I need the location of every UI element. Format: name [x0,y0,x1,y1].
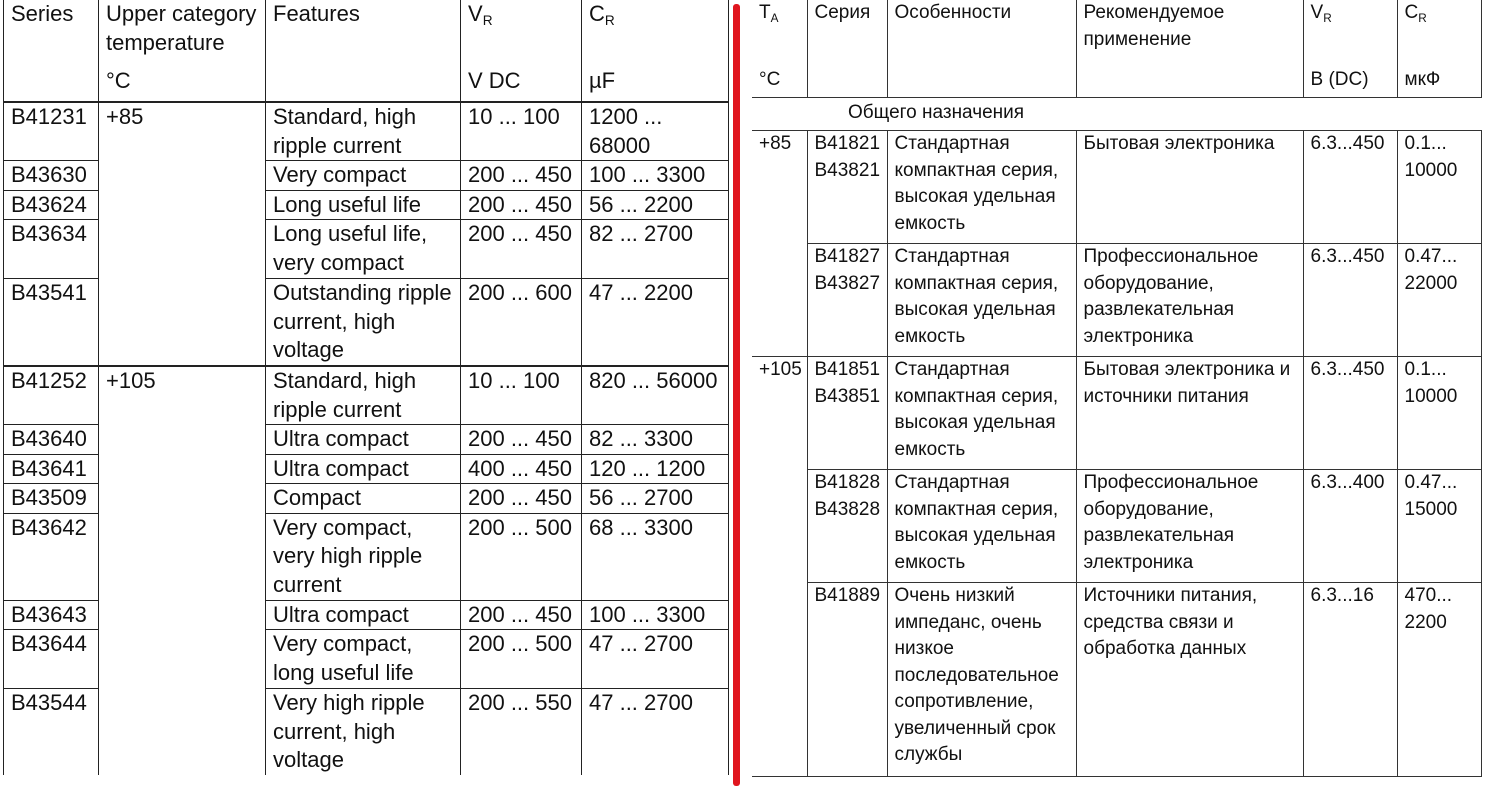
cell-cr: 56 ... 2700 [582,484,729,514]
cell-cr: 0.47... 22000 [1397,244,1481,357]
cell-series: B43642 [4,513,99,600]
cell-features: Стандартная компактная серия, высокая удельная емкость [887,131,1076,244]
cell-series: B43644 [4,630,99,689]
header-temperature-unit: °C [106,67,131,93]
header-ta-unit: °C [759,68,781,90]
table-header-row [4,0,729,102]
cell-features: Очень низкий импеданс, очень низкое последовательное сопротивление, увеличенный срок службы [887,583,1076,777]
cell-features: Стандартная компактная серия, высокая удельная емкость [887,244,1076,357]
header-cr: $C_R$ µF [582,0,729,102]
cell-series: B43643 [4,600,99,630]
cell-cr: 82 ... 3300 [582,425,729,455]
cell-vr: 200 ... 450 [461,161,582,191]
cell-vr: 200 ... 450 [461,425,582,455]
cell-cr: 82 ... 2700 [582,220,729,279]
cell-vr: 200 ... 500 [461,513,582,600]
cell-features: Very compact, very high ripple current [266,513,461,600]
cell-series: B41827 B43827 [807,244,887,357]
cell-temperature: +85 [99,102,266,366]
table-row [752,470,1481,583]
cell-series: B41889 [807,583,887,777]
cell-vr: 10 ... 100 [461,366,582,425]
cell-cr: 820 ... 56000 [582,366,729,425]
header-vr: $V_R$ V DC [461,0,582,102]
cell-features: Стандартная компактная серия, высокая удельная емкость [887,470,1076,583]
cell-cr: 0.1... 10000 [1397,357,1481,470]
section-row [752,98,1481,131]
cell-features: Ultra compact [266,425,461,455]
cell-series: B41252 [4,366,99,425]
table-row [752,583,1481,777]
cell-vr: 200 ... 450 [461,484,582,514]
header-cr-unit: µF [589,67,616,93]
table-row [752,357,1481,470]
cell-application: Бытовая электроника и источники питания [1076,357,1303,470]
cell-series: B41231 [4,102,99,161]
cell-cr: 47 ... 2200 [582,279,729,367]
cell-temperature: +85 [752,131,807,357]
cell-features: Standard, high ripple current [266,102,461,161]
cell-features: Very high ripple current, high voltage [266,689,461,776]
cell-series: B41828 B43828 [807,470,887,583]
header-vr-unit: V DC [468,67,521,93]
cell-series: B43640 [4,425,99,455]
cell-application: Профессиональное оборудование, развлекательная электроника [1076,470,1303,583]
cell-vr: 200 ... 500 [461,630,582,689]
cell-cr: 100 ... 3300 [582,600,729,630]
cell-vr: 200 ... 450 [461,190,582,220]
header-cr: $C_R$ мкФ [1397,0,1481,98]
header-features: Features [266,0,461,102]
cell-cr: 100 ... 3300 [582,161,729,191]
cell-features: Very compact, long useful life [266,630,461,689]
cell-series: B43509 [4,484,99,514]
cell-application: Профессиональное оборудование, развлекательная электроника [1076,244,1303,357]
header-vr: $V_R$ В (DC) [1303,0,1397,98]
cell-cr: 1200 ... 68000 [582,102,729,161]
cell-features: Стандартная компактная серия, высокая удельная емкость [887,357,1076,470]
header-application: Рекомендуемое применение [1076,0,1303,98]
cell-vr: 6.3...450 [1303,244,1397,357]
cell-cr: 0.47... 15000 [1397,470,1481,583]
cell-vr: 10 ... 100 [461,102,582,161]
cell-vr: 6.3...450 [1303,131,1397,244]
cell-application: Источники питания, средства связи и обработка данных [1076,583,1303,777]
cell-series: B41851 B43851 [807,357,887,470]
cell-features: Standard, high ripple current [266,366,461,425]
header-ta: $T_A$ °C [752,0,807,98]
cell-cr: 47 ... 2700 [582,630,729,689]
header-features: Особенности [887,0,1076,98]
cell-vr: 200 ... 600 [461,279,582,367]
cell-cr: 0.1... 10000 [1397,131,1481,244]
series-table-russian [752,0,1482,777]
cell-series: B43641 [4,454,99,484]
cell-series: B43541 [4,279,99,367]
table-header-row [752,0,1481,98]
cell-cr: 47 ... 2700 [582,689,729,776]
cell-temperature: +105 [99,366,266,775]
cell-application: Бытовая электроника [1076,131,1303,244]
cell-features: Compact [266,484,461,514]
header-series: Серия [807,0,887,98]
cell-cr: 470... 2200 [1397,583,1481,777]
cell-features: Ultra compact [266,454,461,484]
cell-vr: 400 ... 450 [461,454,582,484]
cell-features: Very compact [266,161,461,191]
table-row [752,131,1481,244]
cell-vr: 200 ... 550 [461,689,582,776]
header-cr-unit: мкФ [1404,68,1441,90]
cell-series: B43544 [4,689,99,776]
cell-features: Long useful life [266,190,461,220]
cell-series: B41821 B43821 [807,131,887,244]
header-temperature: Upper category temperature °C [99,0,266,102]
cell-series: B43630 [4,161,99,191]
cell-vr: 200 ... 450 [461,220,582,279]
cell-cr: 68 ... 3300 [582,513,729,600]
table-row [4,102,729,161]
header-vr-unit: В (DC) [1310,68,1369,90]
cell-series: B43624 [4,190,99,220]
cell-vr: 6.3...16 [1303,583,1397,777]
cell-temperature: +105 [752,357,807,777]
red-divider-line [733,4,740,786]
header-series: Series [4,0,99,102]
cell-vr: 6.3...400 [1303,470,1397,583]
cell-features: Outstanding ripple current, high voltage [266,279,461,367]
cell-series: B43634 [4,220,99,279]
series-table-english [3,0,729,775]
table-row [4,366,729,425]
cell-features: Long useful life, very compact [266,220,461,279]
cell-vr: 200 ... 450 [461,600,582,630]
cell-cr: 56 ... 2200 [582,190,729,220]
cell-cr: 120 ... 1200 [582,454,729,484]
cell-features: Ultra compact [266,600,461,630]
cell-vr: 6.3...450 [1303,357,1397,470]
table-row [752,244,1481,357]
section-title: Общего назначения [752,98,1481,131]
